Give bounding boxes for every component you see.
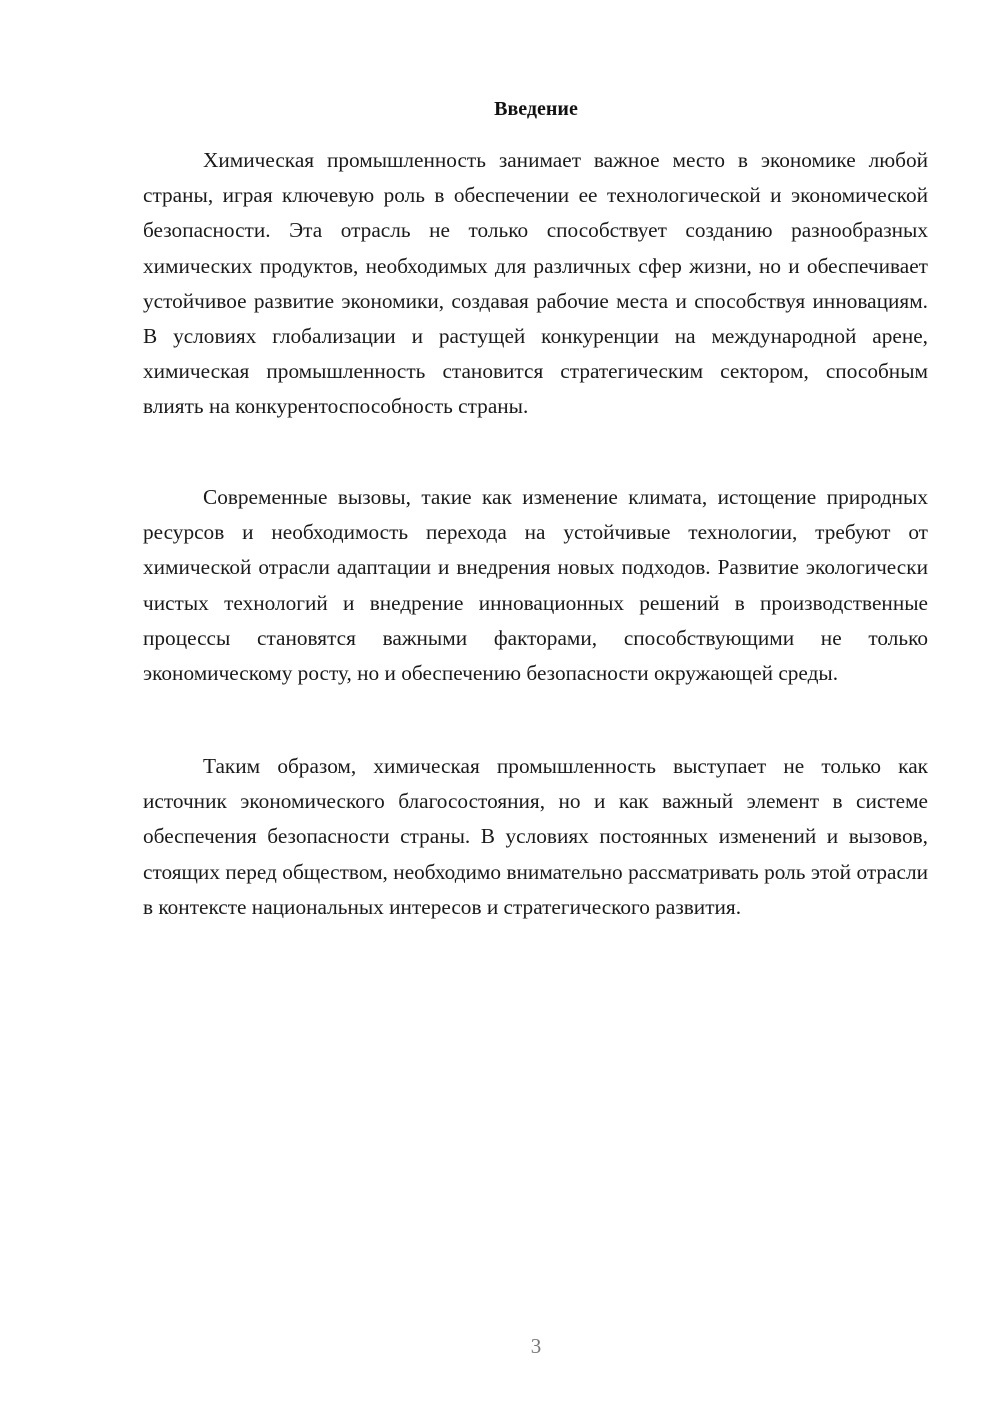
paragraph-2: Современные вызовы, такие как изменение климата, истощение природных ресурсов и необходимость перехода на устойчивые технологии, требуют от химической отрасли адаптации и внедрения новых подходов. Развитие экологически чистых технологий и внедрение инновационных решений в производственные процессы становятся важными факторами, способствующими не только экономическому росту, но и обеспечению безопасности окружающей среды. bbox=[143, 485, 928, 686]
section-title: Введение bbox=[494, 98, 578, 120]
paragraph-1: Химическая промышленность занимает важное место в экономике любой страны, играя ключевую роль в обеспечении ее технологической и экономической безопасности. Эта отрасль не только способствует созданию разнообразных химических продуктов, необходимых для различных сфер жизни, но и обеспечивает устойчивое развитие экономики, создавая рабочие места и способствуя инновациям. В условиях глобализации и растущей конкуренции на международной арене, химическая промышленность становится стратегическим сектором, способным влиять на конкурентоспособность страны. bbox=[143, 148, 928, 419]
paragraph-3: Таким образом, химическая промышленность выступает не только как источник экономического благосостояния, но и как важный элемент в системе обеспечения безопасности страны. В условиях постоянных изменений и вызовов, стоящих перед обществом, необходимо внимательно рассматривать роль этой отрасли в контексте национальных интересов и стратегического развития. bbox=[143, 754, 928, 919]
page-number: 3 bbox=[530, 1334, 542, 1358]
